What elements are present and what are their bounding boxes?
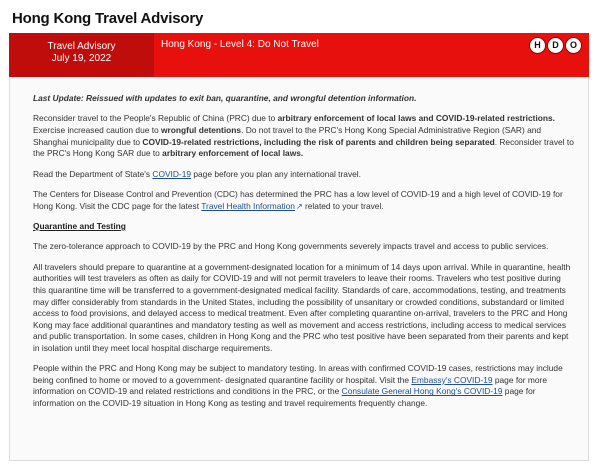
risk-indicators bbox=[530, 38, 581, 53]
covid-text-2: page before you plan any international travel. bbox=[191, 168, 361, 179]
advisory-summary bbox=[33, 113, 576, 159]
summary-bold-1: arbitrary enforcement of local laws and COVID-19-related restrictions. bbox=[277, 113, 555, 124]
travel-health-information-link[interactable]: Travel Health Information bbox=[201, 200, 295, 211]
indicator-o-badge[interactable]: O bbox=[566, 38, 581, 53]
consulate-covid-link[interactable]: Consulate General Hong Kong's COVID-19 bbox=[341, 386, 503, 397]
testing-text-2: page for more information on COVID-19 and related restrictions and conditions in the PRC, or the bbox=[33, 374, 547, 397]
embassy-covid-link[interactable]: Embassy's COVID-19 bbox=[411, 374, 493, 385]
advisory-date-box bbox=[9, 33, 154, 77]
indicator-d-badge[interactable]: D bbox=[548, 38, 563, 53]
summary-bold-3: COVID-19-related restrictions, including the risk of parents and children being separated bbox=[142, 136, 495, 147]
covid-text-1: Read the Department of State's bbox=[33, 168, 153, 179]
advisory-label: Travel Advisory bbox=[47, 41, 116, 52]
summary-text-1: Reconsider travel to the People's Republic of China (PRC) due to bbox=[33, 113, 278, 124]
covid-19-link[interactable]: COVID-19 bbox=[152, 168, 192, 179]
summary-bold-4: arbitrary enforcement of local laws. bbox=[162, 148, 304, 159]
cdc-text-2: related to your travel. bbox=[302, 200, 384, 211]
zero-tolerance-paragraph: The zero-tolerance approach to COVID-19 by the PRC and Hong Kong governments severely impacts travel and access to public services. bbox=[33, 241, 549, 252]
cdc-text-1: The Centers for Disease Control and Prevention (CDC) has determined the PRC has a low level of COVID-19 and a high level of COVID-19 for Hong Kong. Visit the CDC page for the latest bbox=[33, 188, 563, 211]
advisory-banner bbox=[9, 33, 589, 77]
cdc-paragraph bbox=[33, 189, 576, 212]
quarantine-testing-heading: Quarantine and Testing bbox=[33, 220, 126, 231]
advisory-content bbox=[9, 77, 589, 461]
mandatory-testing-paragraph bbox=[33, 363, 576, 409]
last-update-note: Last Update: Reissued with updates to exit ban, quarantine, and wrongful detention information. bbox=[33, 93, 417, 103]
external-link-icon: ↗ bbox=[295, 201, 303, 211]
summary-text-4: . Reconsider travel to the PRC's Hong Kong SAR due to bbox=[33, 136, 574, 159]
covid-page-paragraph bbox=[33, 169, 576, 181]
testing-text-1: People within the PRC and Hong Kong may be subject to mandatory testing. In areas with confirmed COVID-19 cases, restrictions may include being confined to home or moved to a government- designated quarantine facility or hospital. Visit the bbox=[33, 363, 563, 385]
summary-bold-2: wrongful detentions bbox=[161, 124, 242, 135]
page-title: Hong Kong Travel Advisory bbox=[12, 10, 204, 27]
summary-text-3: . Do not travel to the PRC's Hong Kong Special Administrative Region (SAR) and Shanghai municipality due to bbox=[33, 124, 542, 147]
indicator-h-badge[interactable]: H bbox=[530, 38, 545, 53]
advisory-date: July 19, 2022 bbox=[51, 53, 112, 64]
testing-text-3: page for information on the COVID-19 situation in Hong Kong as testing and travel requirements frequently change. bbox=[33, 386, 536, 409]
advisory-level: Hong Kong - Level 4: Do Not Travel bbox=[161, 39, 319, 50]
quarantine-paragraph: All travelers should prepare to quarantine at a government-designated location for a minimum of 14 days upon arrival. While in quarantine, health authorities will test travelers as often as daily for COVID-19 and will not permit travelers to leave their rooms. Travelers who test positive during this quarantine time will be transferred to a government-designated medical facility. Standards of care, accommodations, testing, and treatments may differ considerably from standards in the United States, including the possibility of unsanitary or crowded conditions, substandard or limited access to food provisions, and delayed access to medical treatment. Even after completing quarantine on-arrival, travelers to the PRC and Hong Kong may face additional quarantines and mandatory testing as well as movement and access restrictions, including access to medical services and public transportation. In some cases, children in Hong Kong and the PRC who test positive have been separated from their parents and kept in isolation until they meet local hospital discharge requirements. bbox=[33, 261, 571, 353]
summary-text-2: Exercise increased caution due to bbox=[33, 124, 162, 135]
